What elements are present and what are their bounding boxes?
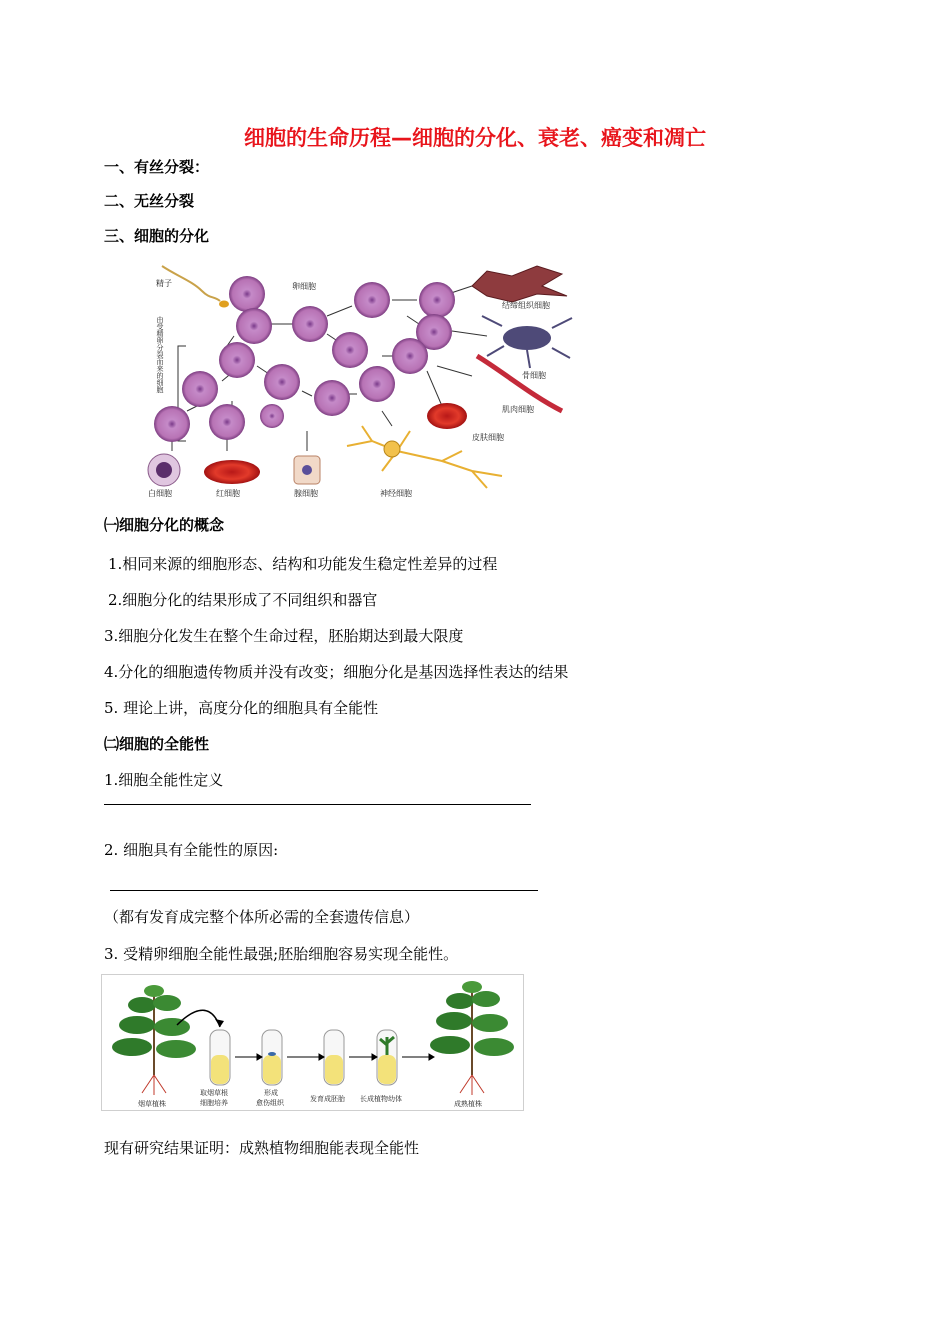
label-embryo: 发育成胚胎 — [310, 1095, 345, 1103]
gland-cell — [294, 456, 320, 484]
totipotency-q2: 2. 细胞具有全能性的原因: — [104, 841, 279, 859]
label-sperm: 精子 — [156, 279, 172, 288]
label-rbc: 红细胞 — [216, 489, 240, 498]
label-vertical: 由受精卵分裂而来的细胞 — [156, 316, 164, 393]
label-muscle: 肌肉细胞 — [502, 405, 534, 414]
muscle-cell — [477, 356, 562, 411]
tobacco-plant-illustration — [112, 985, 196, 1095]
totipotency-heading: ㈡细胞的全能性 — [104, 735, 210, 753]
label-culture-1: 取烟草根 — [200, 1089, 228, 1097]
cells — [154, 276, 455, 442]
label-callus-2: 愈伤组织 — [256, 1099, 284, 1107]
label-skin: 皮肤细胞 — [472, 433, 504, 442]
cell-differentiation-figure — [142, 256, 582, 501]
connective-tissue-cell — [472, 266, 567, 302]
white-blood-cell — [148, 454, 180, 486]
section-heading-amitosis: 二、无丝分裂 — [104, 192, 195, 210]
totipotency-q1: 1.细胞全能性定义 — [104, 771, 224, 789]
concept-item-1: 1.相同来源的细胞形态、结构和功能发生稳定性差异的过程 — [108, 555, 498, 573]
totipotency-q3: 3. 受精卵细胞全能性最强;胚胎细胞容易实现全能性。 — [104, 945, 459, 963]
concept-item-4: 4.分化的细胞遗传物质并没有改变；细胞分化是基因选择性表达的结果 — [104, 663, 569, 681]
concept-heading: ㈠细胞分化的概念 — [104, 516, 225, 534]
conclusion-text: 现有研究结果证明：成熟植物细胞能表现全能性 — [104, 1139, 420, 1157]
concept-item-2: 2.细胞分化的结果形成了不同组织和器官 — [108, 591, 378, 609]
label-mature: 成熟植株 — [454, 1100, 482, 1108]
totipotency-note: （都有发育成完整个体所必需的全套遗传信息） — [104, 908, 420, 926]
label-connective: 结缔组织细胞 — [502, 301, 550, 310]
concept-item-3: 3.细胞分化发生在整个生命过程，胚胎期达到最大限度 — [104, 627, 464, 645]
mature-plant-illustration — [430, 981, 514, 1095]
section-heading-differentiation: 三、细胞的分化 — [104, 227, 210, 245]
label-callus-1: 形成 — [264, 1089, 278, 1097]
sperm-illustration — [162, 266, 229, 308]
red-blood-cell — [204, 460, 260, 484]
label-bone: 骨细胞 — [522, 371, 546, 380]
section-heading-mitosis: 一、有丝分裂： — [104, 158, 210, 176]
bone-cell — [482, 316, 572, 368]
page-title: 细胞的生命历程—细胞的分化、衰老、癌变和凋亡 — [244, 126, 706, 150]
label-plant: 烟草植株 — [138, 1100, 166, 1108]
concept-item-5: 5. 理论上讲，高度分化的细胞具有全能性 — [104, 699, 379, 717]
label-culture-2: 细胞培养 — [200, 1099, 228, 1107]
label-egg: 卵细胞 — [292, 282, 316, 291]
tissue-culture-figure — [101, 974, 524, 1111]
label-nerve: 神经细胞 — [380, 489, 412, 498]
label-wbc: 白细胞 — [148, 489, 172, 498]
label-young: 长成植物幼体 — [360, 1095, 402, 1103]
skin-cell — [427, 403, 467, 429]
answer-line-2 — [110, 890, 538, 891]
label-gland: 腺细胞 — [294, 489, 318, 498]
answer-line-1 — [104, 804, 531, 805]
